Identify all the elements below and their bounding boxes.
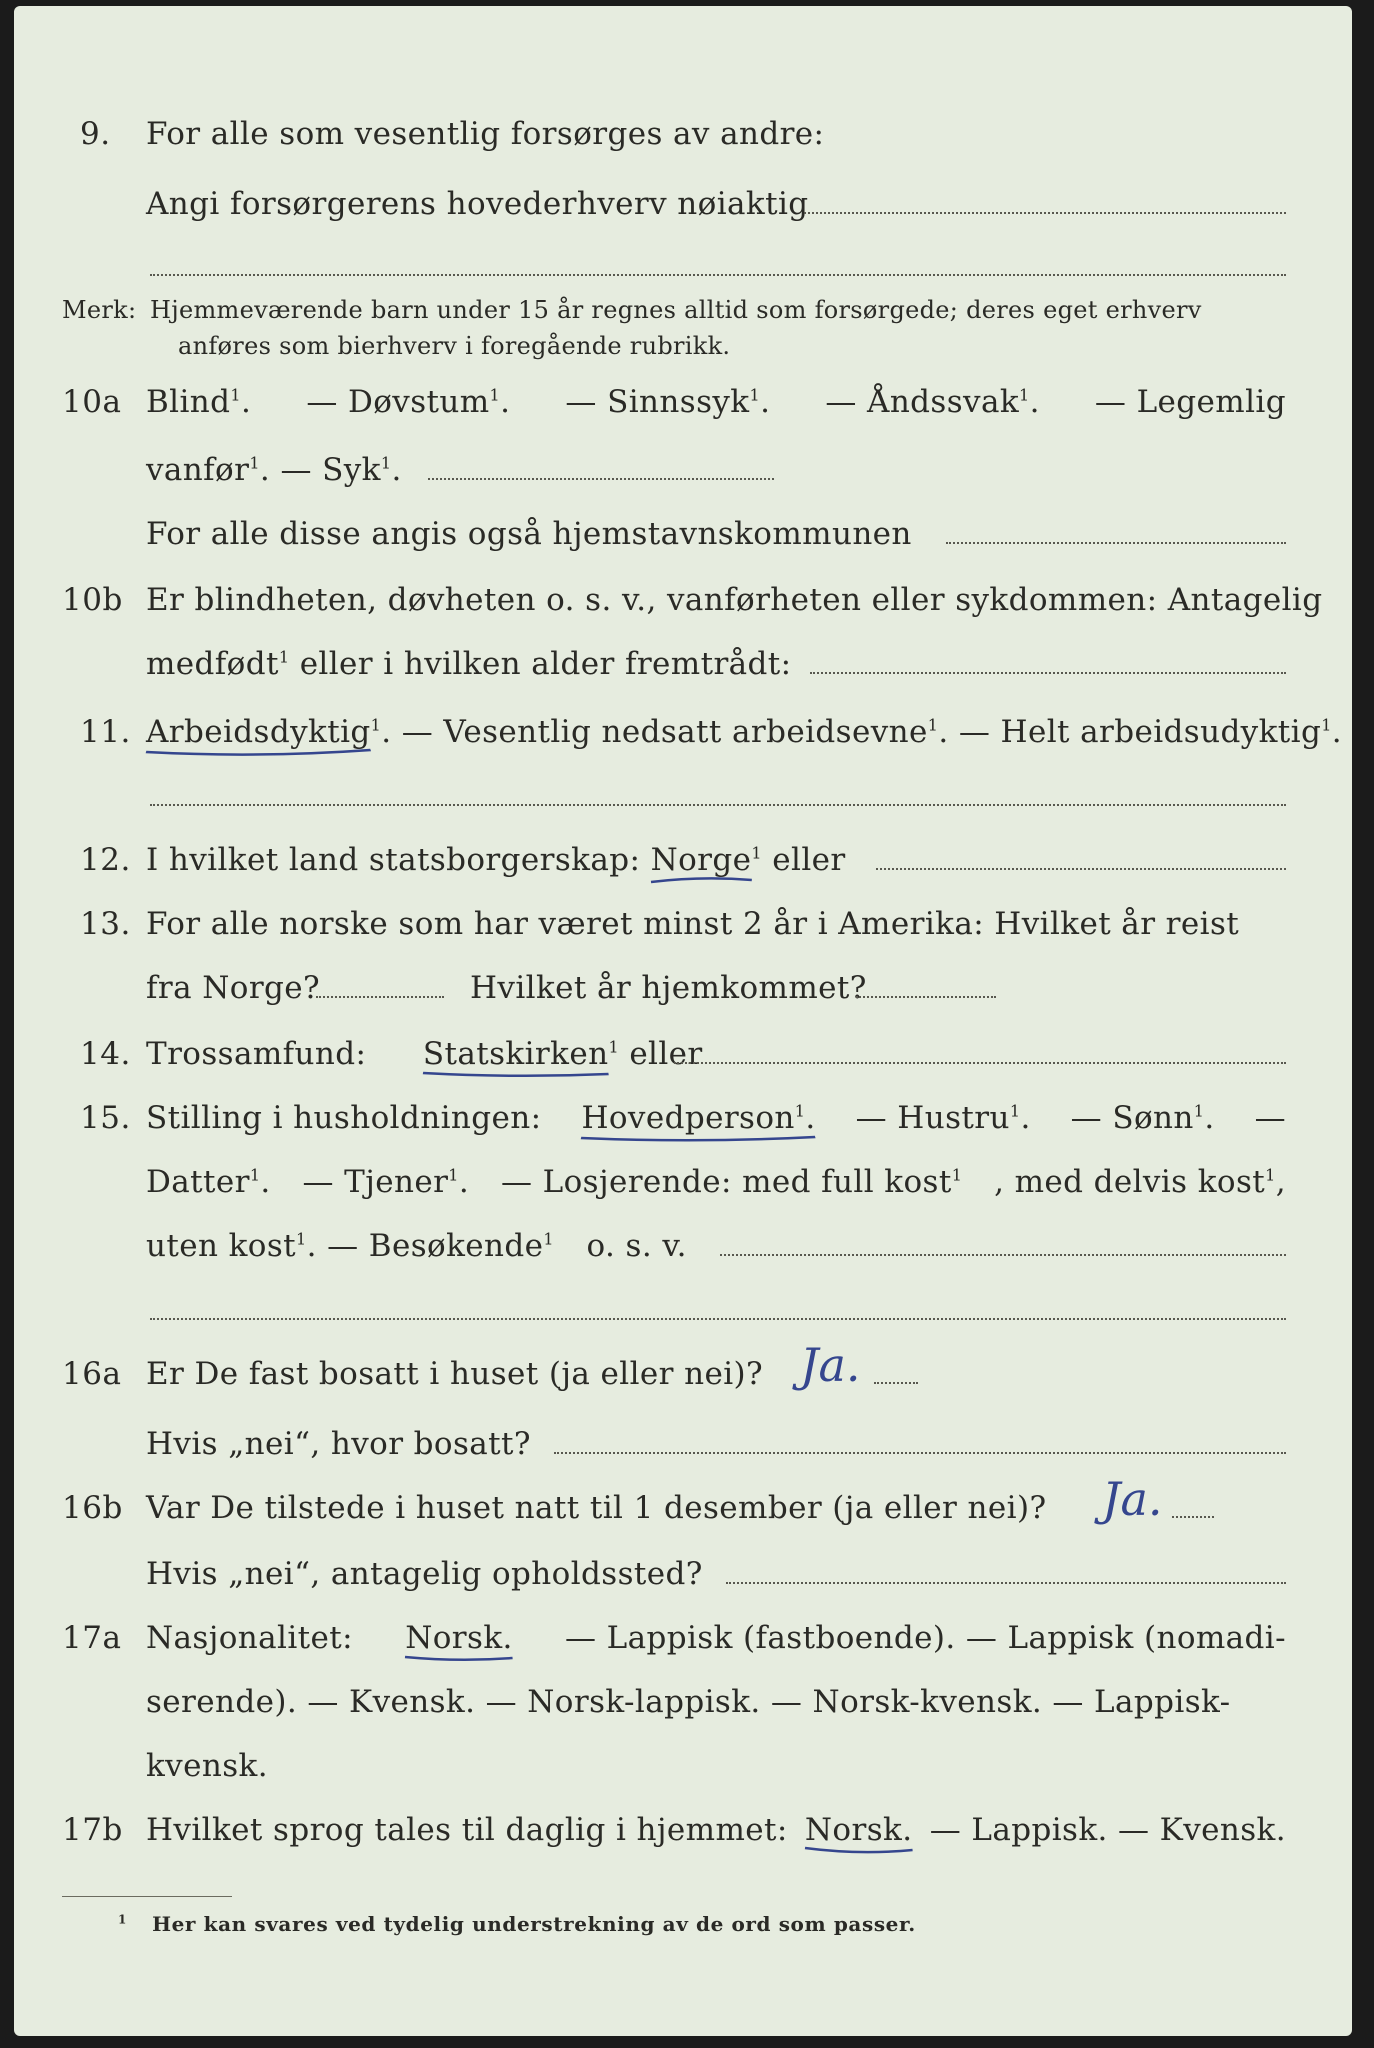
item-14-question: Trossamfund: Statskirken $^1$ eller (146, 1036, 703, 1072)
item-11-number: 11. (80, 714, 131, 750)
underline-mark (651, 874, 752, 888)
item-16b-location-label: Hvis „nei“, antagelig opholdssted? (146, 1556, 703, 1592)
option-sonn[interactable]: — Sønn$^1$. (1070, 1100, 1215, 1136)
item-16b-handwritten-answer[interactable]: Ja. (1102, 1472, 1163, 1526)
option-sinnssyk[interactable]: — Sinnssyk$^1$. (565, 384, 771, 420)
option-arbeidsdyktig-underlined[interactable]: Arbeidsdyktig (146, 714, 371, 750)
item-11-options: Arbeidsdyktig $^1$. — Vesentlig nedsatt arbeidsevne$^1$. — Helt arbeidsudyktig$^1$. (146, 714, 1286, 750)
census-form-page (14, 6, 1352, 2036)
item-9-number: 9. (80, 116, 111, 152)
item-17b-line: Hvilket sprog tales til daglig i hjemmet: Norsk. — Lappisk. — Kvensk. (146, 1812, 1286, 1848)
item-16b-location-line[interactable] (726, 1582, 1286, 1584)
item-10b-number: 10b (62, 582, 123, 618)
option-delvis-kost[interactable]: , med delvis kost$^1$, (994, 1164, 1286, 1200)
item-13-question: For alle norske som har været minst 2 år i Amerika: Hvilket år reist (146, 906, 1240, 942)
option-datter[interactable]: Datter$^1$. (146, 1164, 271, 1200)
item-13-returned-label: Hvilket år hjemkommet? (470, 970, 867, 1006)
item-9-question: For alle som vesentlig forsørges av andre: (146, 116, 825, 152)
item-13-left-norway-label: fra Norge? (146, 970, 321, 1006)
merk-label: Merk: (62, 296, 137, 324)
underline-mark (581, 1132, 815, 1146)
merk-note-line-1: Hjemmeværende barn under 15 år regnes alltid som forsørgede; deres eget erhverv (150, 296, 1202, 324)
item-16b-answer-line[interactable] (1172, 1516, 1214, 1518)
item-14-answer-line[interactable] (674, 1062, 1286, 1064)
item-14-number: 14. (80, 1036, 131, 1072)
item-10a-home-municipality-line[interactable] (946, 542, 1286, 544)
item-16a-where-label: Hvis „nei“, hvor bosatt? (146, 1426, 531, 1462)
item-10a-line-2 (146, 452, 402, 488)
item-10b-age-label: eller i hvilken alder fremtrådt: (299, 646, 792, 682)
merk-note-line-2: anføres som bierhverv i foregående rubrikk. (178, 332, 731, 360)
item-9-answer-line[interactable] (804, 212, 1286, 214)
item-10a-number: 10a (62, 384, 122, 420)
option-arbeidsudyktig[interactable]: — Helt arbeidsudyktig$^1$. (958, 714, 1343, 750)
item-13-left-norway-line[interactable] (316, 996, 444, 998)
option-vanfor[interactable]: vanfør$^1$. (146, 452, 271, 488)
item-15-answer-line[interactable] (720, 1254, 1286, 1256)
item-13-number: 13. (80, 906, 131, 942)
item-17a-line-2: serende). — Kvensk. — Norsk-lappisk. — Norsk-kvensk. — Lappisk- (146, 1684, 1231, 1720)
item-16a-number: 16a (62, 1356, 122, 1392)
item-10a-answer-line[interactable] (428, 478, 774, 480)
item-10b-answer-line[interactable] (810, 672, 1286, 674)
item-16a-handwritten-answer[interactable]: Ja. (800, 1338, 861, 1392)
item-13-returned-line[interactable] (856, 996, 996, 998)
item-16b-number: 16b (62, 1490, 123, 1526)
item-17a-number: 17a (62, 1620, 122, 1656)
item-9-provider-label: Angi forsørgerens hovederhverv nøiaktig (146, 186, 809, 222)
item-12-answer-line[interactable] (876, 868, 1286, 870)
item-16a-where-line[interactable] (554, 1452, 1286, 1454)
item-15-answer-line-2[interactable] (150, 1318, 1286, 1320)
option-nedsatt-arbeidsevne[interactable]: — Vesentlig nedsatt arbeidsevne$^1$. (401, 714, 949, 750)
item-17a-line-1: Nasjonalitet: Norsk. — Lappisk (fastboende). — Lappisk (nomadi- (146, 1620, 1286, 1656)
item-15-line-3: uten kost$^1$. — Besøkende$^1$ o. s. v. (146, 1228, 687, 1264)
option-legemlig[interactable]: — Legemlig (1094, 384, 1286, 420)
option-uten-kost[interactable]: uten kost$^1$. (146, 1228, 317, 1264)
option-norsk-nationality-underlined[interactable]: Norsk. (405, 1620, 513, 1656)
item-17b-number: 17b (62, 1812, 123, 1848)
underline-mark (805, 1844, 913, 1858)
option-blind[interactable]: Blind$^1$. (146, 384, 252, 420)
footnote: $^1$ Her kan svares ved tydelig understrekning av de ord som passer. (118, 1912, 916, 1936)
option-norsk-language-underlined[interactable]: Norsk. (805, 1812, 913, 1848)
option-andssvak[interactable]: — Åndssvak$^1$. (825, 384, 1040, 420)
item-16a-answer-line[interactable] (874, 1382, 918, 1384)
item-15-line-2 (146, 1164, 1286, 1200)
item-10b-line-2 (146, 646, 792, 682)
option-besokende[interactable]: — Besøkende$^1$ (327, 1228, 554, 1264)
option-dovstum[interactable]: — Døvstum$^1$. (306, 384, 511, 420)
item-17a-line-3: kvensk. (146, 1748, 268, 1784)
option-syk[interactable]: — Syk$^1$. (280, 452, 402, 488)
item-11-answer-line[interactable] (150, 804, 1286, 806)
item-10a-home-municipality-label: For alle disse angis også hjemstavnskommunen (146, 516, 912, 552)
footnote-rule (62, 1896, 232, 1897)
option-hovedperson-underlined[interactable]: Hovedperson $^1$. (581, 1100, 815, 1136)
option-losjerende-full-kost[interactable]: — Losjerende: med full kost$^1$ (500, 1164, 963, 1200)
underline-mark (423, 1068, 609, 1082)
option-medfodt[interactable]: medfødt$^1$ (146, 646, 290, 682)
item-12-number: 12. (80, 842, 131, 878)
item-15-number: 15. (80, 1100, 131, 1136)
option-statskirken-underlined[interactable]: Statskirken (423, 1036, 609, 1072)
option-hustru[interactable]: — Hustru$^1$. (855, 1100, 1031, 1136)
item-10a-options (146, 384, 1286, 420)
item-10b-question: Er blindheten, døvheten o. s. v., vanførheten eller sykdommen: Antagelig (146, 582, 1323, 618)
option-norge-underlined[interactable]: Norge (651, 842, 752, 878)
item-12-question: I hvilket land statsborgerskap: Norge $^1$ eller (146, 842, 846, 878)
underline-mark (146, 746, 371, 760)
option-tjener[interactable]: — Tjener$^1$. (302, 1164, 470, 1200)
item-16a-question: Er De fast bosatt i huset (ja eller nei)? (146, 1356, 764, 1392)
item-15-line-1: Stilling i husholdningen: Hovedperson $^1$. — Hustru$^1$. — Sønn$^1$. — (146, 1100, 1286, 1136)
underline-mark (405, 1652, 513, 1666)
item-9-answer-line-2[interactable] (150, 274, 1286, 276)
item-16b-question: Var De tilstede i huset natt til 1 desember (ja eller nei)? (146, 1490, 1047, 1526)
